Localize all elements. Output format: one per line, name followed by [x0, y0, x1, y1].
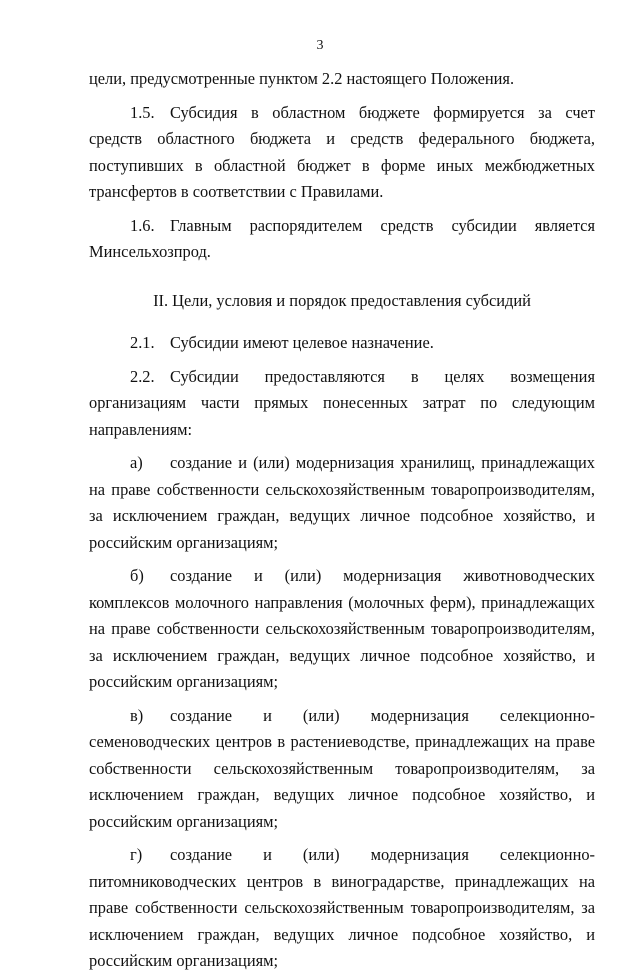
paragraph-number: 2.2.: [130, 366, 155, 386]
list-item-b: [89, 563, 595, 696]
paragraph-number: 1.6.: [130, 215, 155, 235]
list-item-text: создание и (или) модернизация селекционно-семеноводческих центров в растениеводстве, принадлежащих на праве собственности сельскохозяйственным товаропроизводителям, за исключением граждан, ведущих личное подсобное хозяйство, и российским организациям;: [89, 705, 595, 831]
paragraph-text: Субсидии предоставляются в целях возмещения организациям части прямых понесенных затрат по следующим направлениям:: [89, 366, 595, 439]
paragraph-1-6: [89, 213, 595, 266]
list-item-a: [89, 450, 595, 556]
list-item-g: [89, 842, 595, 975]
list-item-text: создание и (или) модернизация хранилищ, принадлежащих на праве собственности сельскохозяйственным товаропроизводителям, за исключением граждан, ведущих личное подсобное хозяйство, и российским организациям;: [89, 453, 595, 552]
paragraph-text: Субсидии имеют целевое назначение.: [170, 333, 434, 352]
paragraph-text: Главным распорядителем средств субсидии является Минсельхозпрод.: [89, 215, 595, 261]
paragraph-continuation: [89, 66, 595, 93]
section-heading: II. Цели, условия и порядок предоставления субсидий: [153, 290, 531, 310]
page-number: 3: [316, 38, 324, 53]
list-item-v: [89, 703, 595, 836]
paragraph-2-2: [89, 364, 595, 444]
list-item-letter: а): [130, 453, 143, 472]
paragraph-number: 2.1.: [130, 333, 155, 352]
list-item-text: создание и (или) модернизация селекционно-питомниководческих центров в виноградарстве, принадлежащих на праве собственности сельскохозяйственным товаропроизводителям, за исключением граждан, ведущих личное подсобное хозяйство, и российским организациям;: [89, 845, 595, 970]
list-item-text: создание и (или) модернизация животноводческих комплексов молочного направления (молочных ферм), принадлежащих на праве собственности сельскохозяйственным товаропроизводителям, за исключением граждан, ведущих личное подсобное хозяйство, и российским организациям;: [89, 566, 595, 691]
paragraph-text: цели, предусмотренные пунктом 2.2 настоящего Положения.: [89, 69, 515, 88]
paragraph-1-5: [89, 100, 595, 206]
paragraph-text: Субсидия в областном бюджете формируется за счет средств областного бюджета и средств федерального бюджета, поступивших в областной бюджет в форме иных межбюджетных трансфертов в соответствии с Правилами.: [89, 102, 595, 201]
list-item-letter: в): [130, 705, 144, 725]
list-item-letter: г): [130, 845, 143, 864]
paragraph-2-1: [89, 330, 595, 357]
list-item-letter: б): [130, 566, 144, 585]
paragraph-number: 1.5.: [130, 102, 155, 122]
document-body: [89, 66, 595, 975]
